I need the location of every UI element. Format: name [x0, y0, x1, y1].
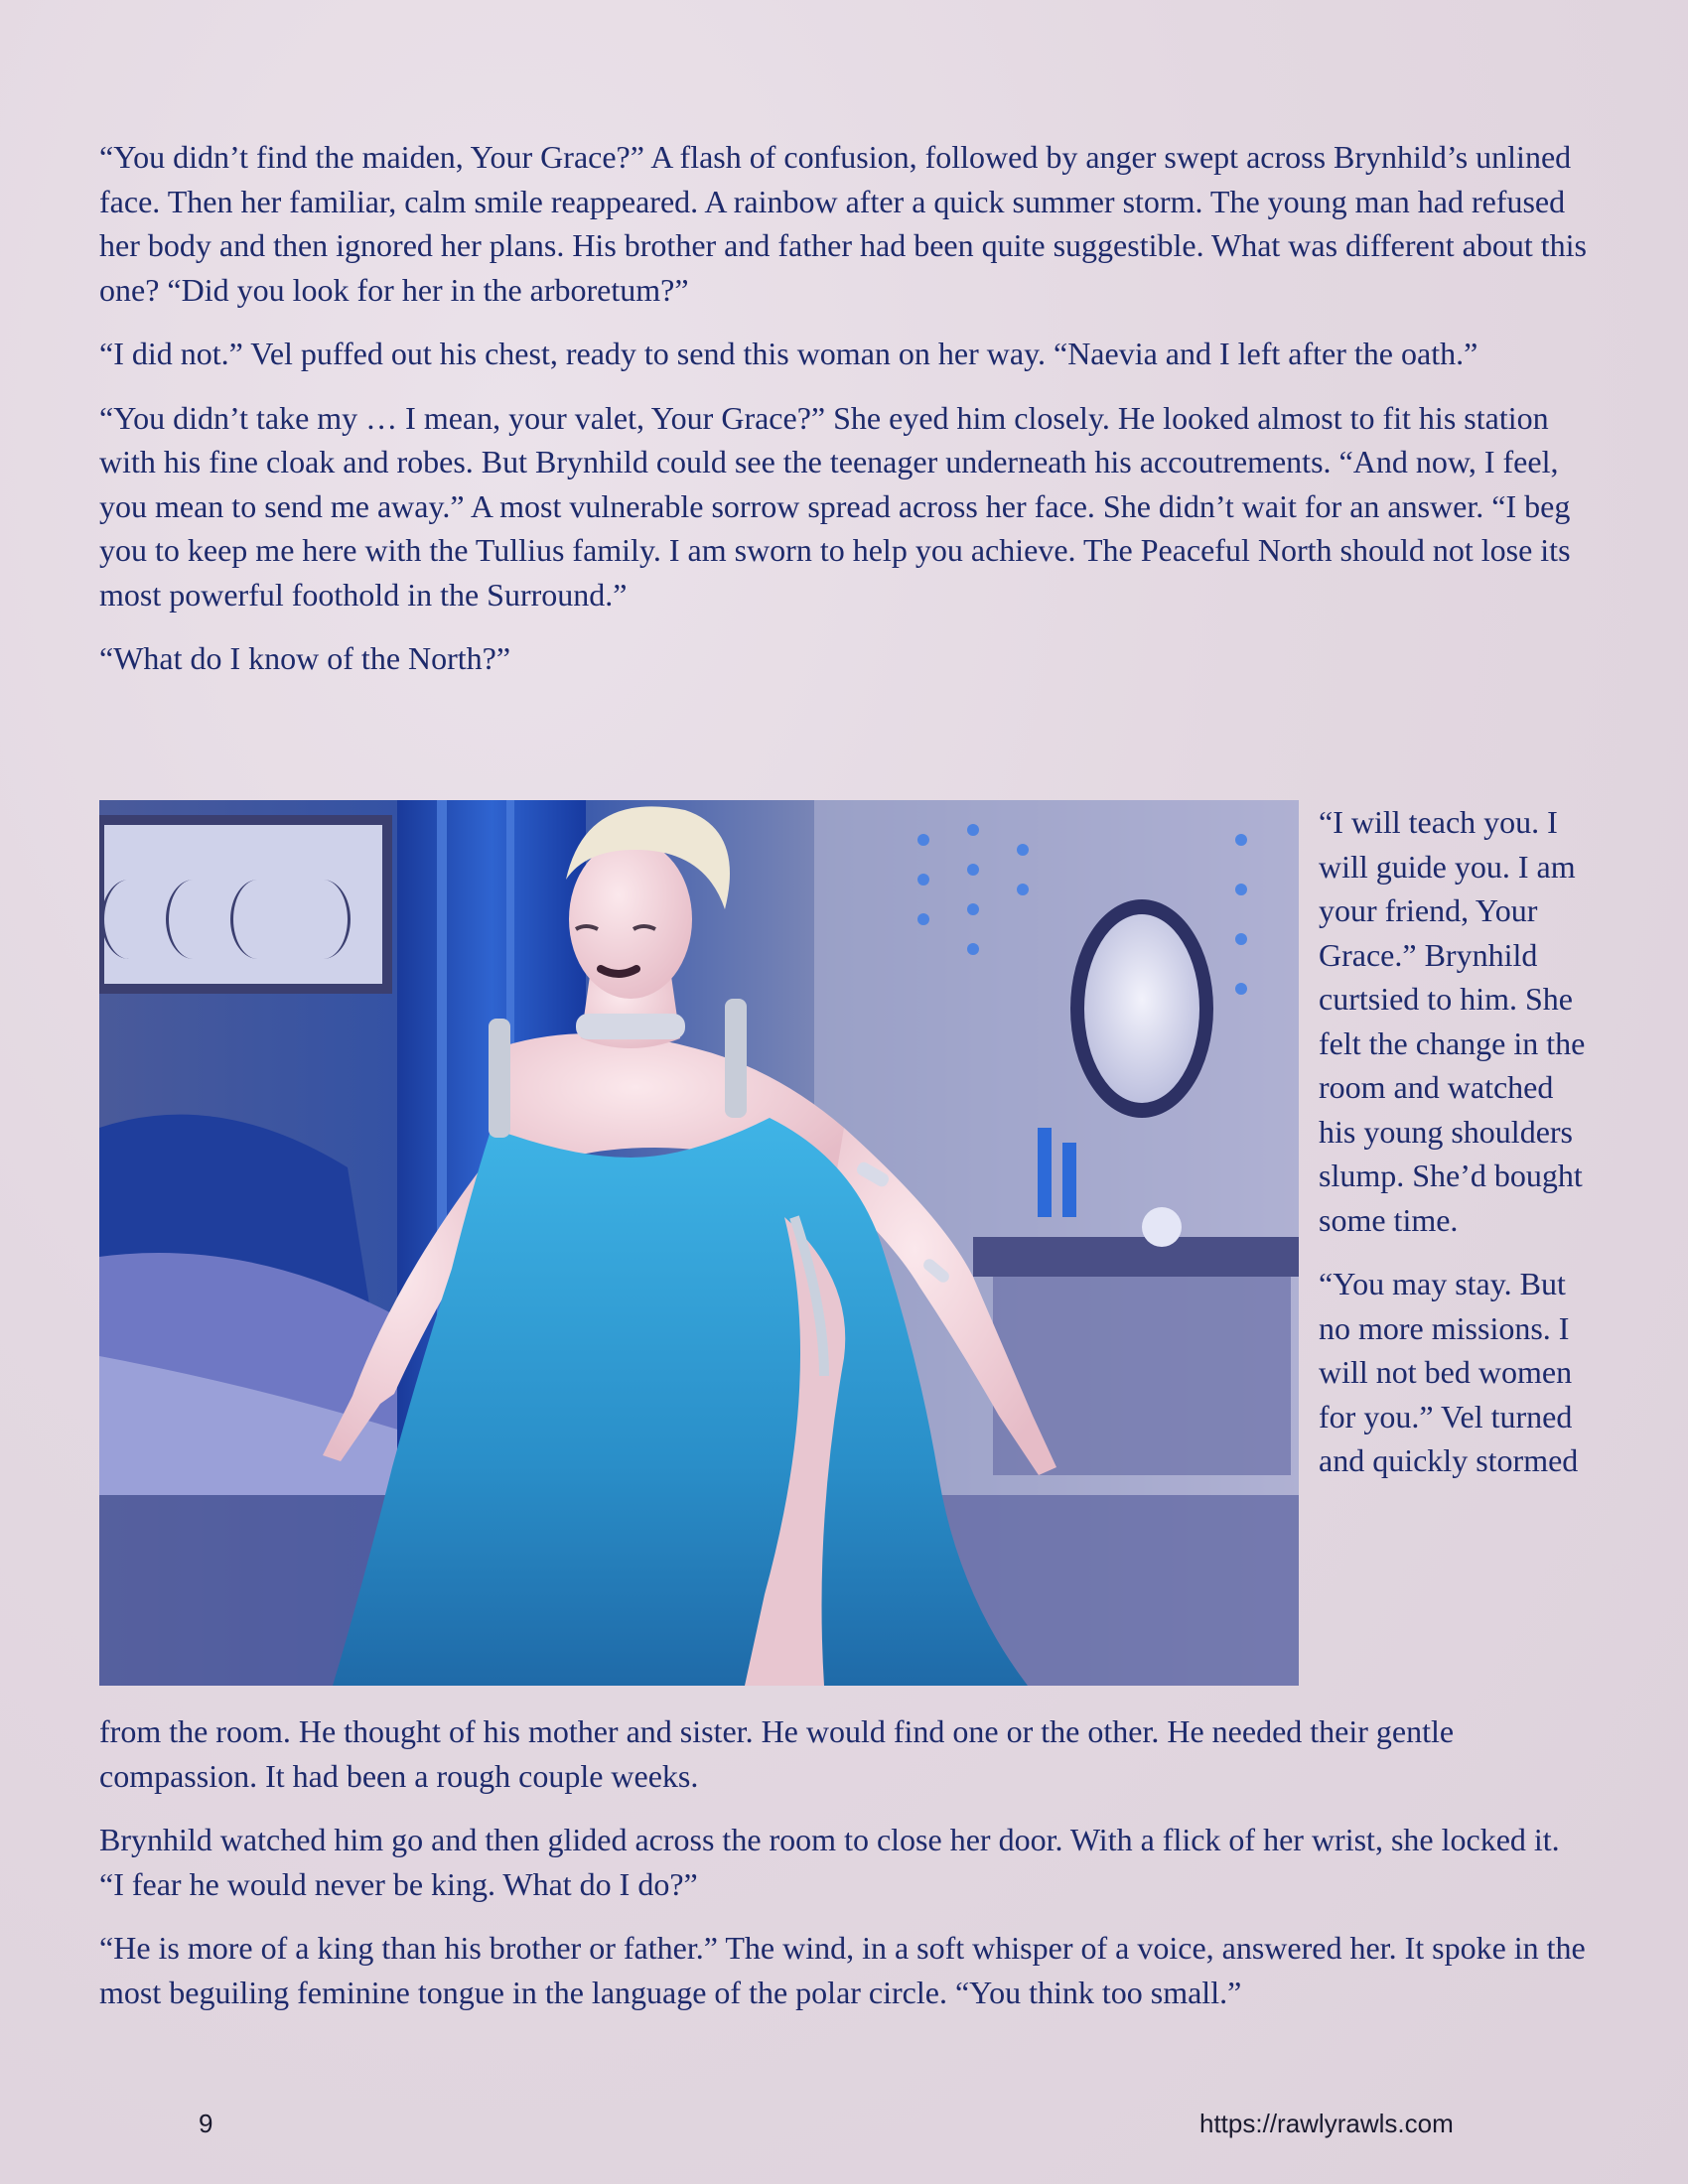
text-block-bottom	[99, 1709, 1589, 2034]
paragraph: “I will teach you. I will guide you. I am your friend, Your Grace.” Brynhild curtsied to him. She felt the change in the room and watched his young shoulders slump. She’d bought some time.	[1319, 804, 1586, 1238]
paragraph: “You didn’t find the maiden, Your Grace?” A flash of confusion, followed by anger swept across Brynhild’s unlined face. Then her familiar, calm smile reappeared. A rainbow after a quick summer storm. The young man had refused her body and then ignored her plans. His brother and father had been quite suggestible. What was different about this one? “Did you look for her in the arboretum?”	[99, 139, 1587, 308]
paragraph: “What do I know of the North?”	[99, 640, 511, 676]
website-link[interactable]: https://rawlyrawls.com	[1199, 2109, 1454, 2138]
text-block-side	[1319, 800, 1597, 1503]
paragraph: “You didn’t take my … I mean, your valet, Your Grace?” She eyed him closely. He looked almost to fit his station with his fine cloak and robes. But Brynhild could see the teenager underneath his accoutrements. “And now, I feel, you mean to send me away.” A most vulnerable sorrow spread across her face. She didn’t wait for an answer. “I beg you to keep me here with the Tullius family. I am sworn to help you achieve. The Peaceful North should not lose its most powerful foothold in the Surround.”	[99, 399, 1571, 613]
paragraph: “I did not.” Vel puffed out his chest, ready to send this woman on her way. “Naevia and I left after the oath.”	[99, 336, 1478, 371]
paragraph: “He is more of a king than his brother or father.” The wind, in a soft whisper of a voice, answered her. It spoke in the most beguiling feminine tongue in the language of the polar circle. “You think too small.”	[99, 1930, 1586, 2010]
story-illustration	[99, 800, 1299, 1686]
page-number: 9	[199, 2109, 213, 2138]
paragraph: “You may stay. But no more missions. I will not bed women for you.” Vel turned and quickly stormed	[1319, 1266, 1579, 1478]
paragraph: Brynhild watched him go and then glided across the room to close her door. With a flick of her wrist, she locked it. “I fear he would never be king. What do I do?”	[99, 1822, 1560, 1902]
text-block-top	[99, 135, 1589, 701]
paragraph: from the room. He thought of his mother and sister. He would find one or the other. He needed their gentle compassion. It had been a rough couple weeks.	[99, 1713, 1455, 1794]
